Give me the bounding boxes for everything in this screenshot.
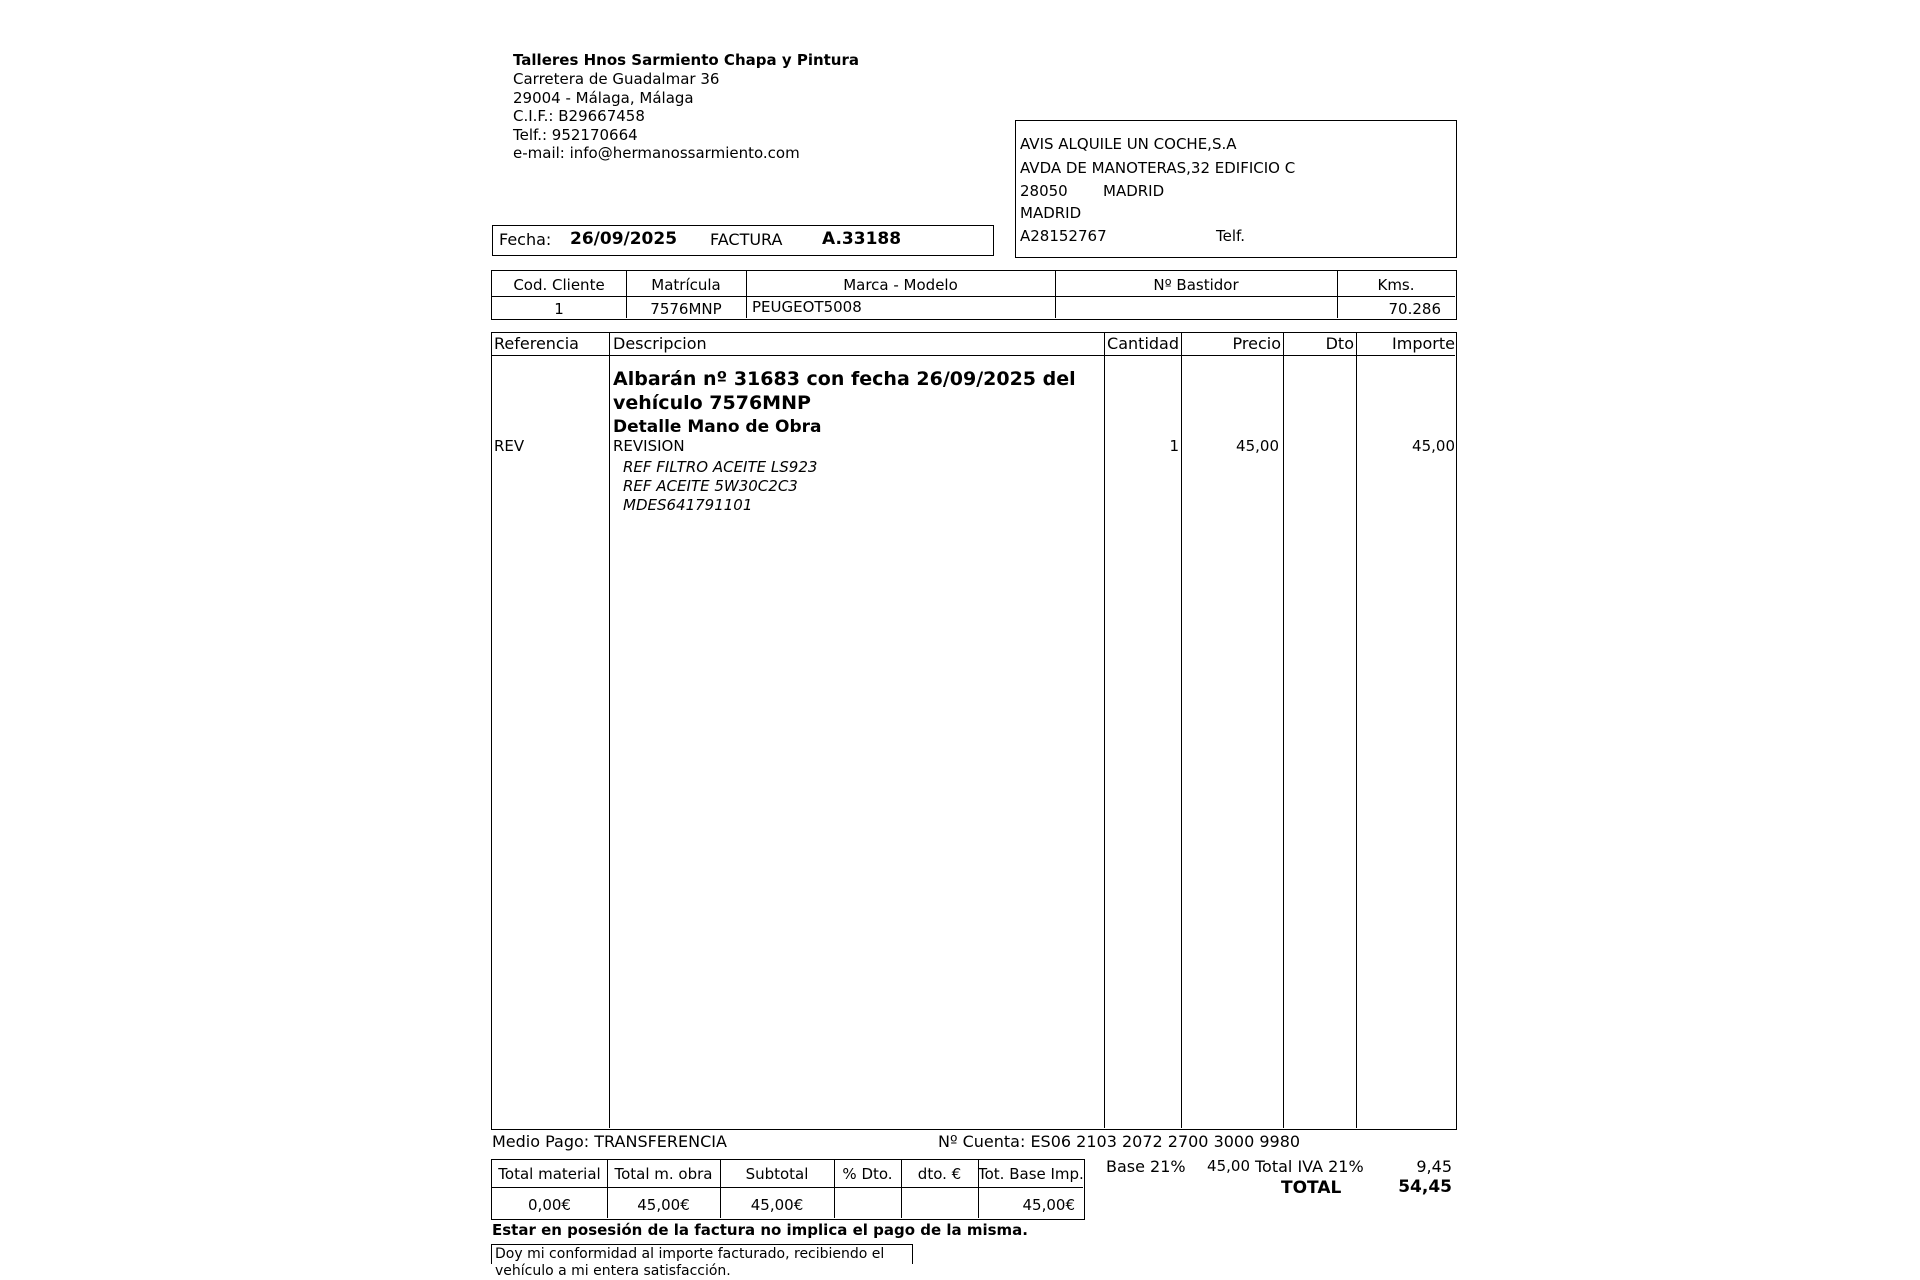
payment-notice: Estar en posesión de la factura no implica el pago de la misma. (492, 1221, 1028, 1239)
conformity-box (491, 1244, 913, 1279)
conformity-text: Doy mi conformidad al importe facturado, recibiendo el vehículo a mi entera satisfacción. (495, 1246, 885, 1279)
customer-city: MADRID (1103, 182, 1165, 200)
vehicle-table (491, 270, 1457, 320)
albaran-title: Albarán nº 31683 con fecha 26/09/2025 del vehículo 7576MNP (613, 368, 1076, 414)
lines-table (491, 332, 1457, 1130)
company-address: Carretera de Guadalmar 36 (513, 70, 720, 88)
totals-base: 45,00€ (1022, 1196, 1075, 1214)
customer-name: AVIS ALQUILE UN COCHE,S.A (1020, 135, 1237, 153)
lines-header-ref: Referencia (494, 334, 579, 353)
customer-zip: 28050 (1020, 182, 1068, 200)
payment-account: Nº Cuenta: ES06 2103 2072 2700 3000 9980 (938, 1132, 1301, 1151)
item-amount: 45,00 (1412, 437, 1455, 455)
item-price: 45,00 (1236, 437, 1279, 455)
totals-header-subtotal: Subtotal (745, 1165, 809, 1183)
item-desc: REVISION (613, 437, 685, 455)
customer-box (1015, 120, 1457, 258)
totals-table (491, 1159, 1085, 1220)
vehicle-header-client: Cod. Cliente (513, 276, 605, 294)
lines-header-amount: Importe (1392, 334, 1455, 353)
invoice-box (492, 225, 994, 256)
totals-subtotal: 45,00€ (750, 1196, 804, 1214)
iva-value: 9,45 (1416, 1157, 1452, 1176)
invoice-date: 26/09/2025 (570, 229, 678, 249)
customer-address: AVDA DE MANOTERAS,32 EDIFICIO C (1020, 159, 1296, 177)
totals-header-labour: Total m. obra (614, 1165, 713, 1183)
totals-header-material: Total material (498, 1165, 601, 1183)
vehicle-header-kms: Kms. (1377, 276, 1415, 294)
customer-nif: A28152767 (1020, 227, 1107, 245)
company-block (513, 51, 859, 163)
totals-header-dto-eur: dto. € (917, 1165, 962, 1183)
customer-province: MADRID (1020, 204, 1082, 222)
company-email: e-mail: info@hermanossarmiento.com (513, 144, 800, 162)
company-name: Talleres Hnos Sarmiento Chapa y Pintura (513, 51, 860, 69)
vehicle-kms: 70.286 (1388, 300, 1441, 318)
item-note-3: MDES641791101 (623, 496, 753, 514)
vehicle-client-code: 1 (554, 300, 564, 318)
vehicle-model: PEUGEOT5008 (752, 298, 862, 316)
lines-header-qty: Cantidad (1107, 334, 1179, 353)
company-city: 29004 - Málaga, Málaga (513, 88, 694, 107)
totals-header-base: Tot. Base Imp. (978, 1165, 1084, 1183)
date-label: Fecha: (499, 230, 552, 249)
company-phone: Telf.: 952170664 (513, 125, 638, 144)
payment-method: Medio Pago: TRANSFERENCIA (492, 1132, 727, 1151)
lines-header-desc: Descripcion (613, 334, 707, 353)
totals-material: 0,00€ (528, 1196, 571, 1214)
vehicle-header-model: Marca - Modelo (843, 276, 958, 294)
vehicle-header-plate: Matrícula (651, 276, 721, 294)
item-note-1: REF FILTRO ACEITE LS923 (623, 458, 818, 476)
company-cif: C.I.F.: B29667458 (513, 107, 645, 125)
item-ref: REV (494, 437, 525, 455)
vehicle-header-vin: Nº Bastidor (1153, 276, 1239, 294)
total-label: TOTAL (1281, 1178, 1342, 1198)
vehicle-plate: 7576MNP (650, 300, 722, 318)
lines-header-dto: Dto (1325, 334, 1354, 353)
totals-header-dto-pct: % Dto. (842, 1165, 893, 1183)
iva-label: Total IVA 21% (1255, 1157, 1364, 1176)
customer-phone-label: Telf. (1216, 227, 1245, 245)
item-note-2: REF ACEITE 5W30C2C3 (623, 477, 798, 495)
section-title: Detalle Mano de Obra (613, 417, 822, 437)
totals-labour: 45,00€ (637, 1196, 690, 1214)
item-qty: 1 (1169, 437, 1179, 455)
lines-header-price: Precio (1232, 334, 1281, 353)
total-value: 54,45 (1398, 1177, 1452, 1197)
invoice-type: FACTURA (710, 230, 783, 249)
base-label: Base 21% (1106, 1157, 1186, 1176)
base-value: 45,00 (1207, 1157, 1250, 1175)
invoice-number: A.33188 (822, 229, 902, 249)
